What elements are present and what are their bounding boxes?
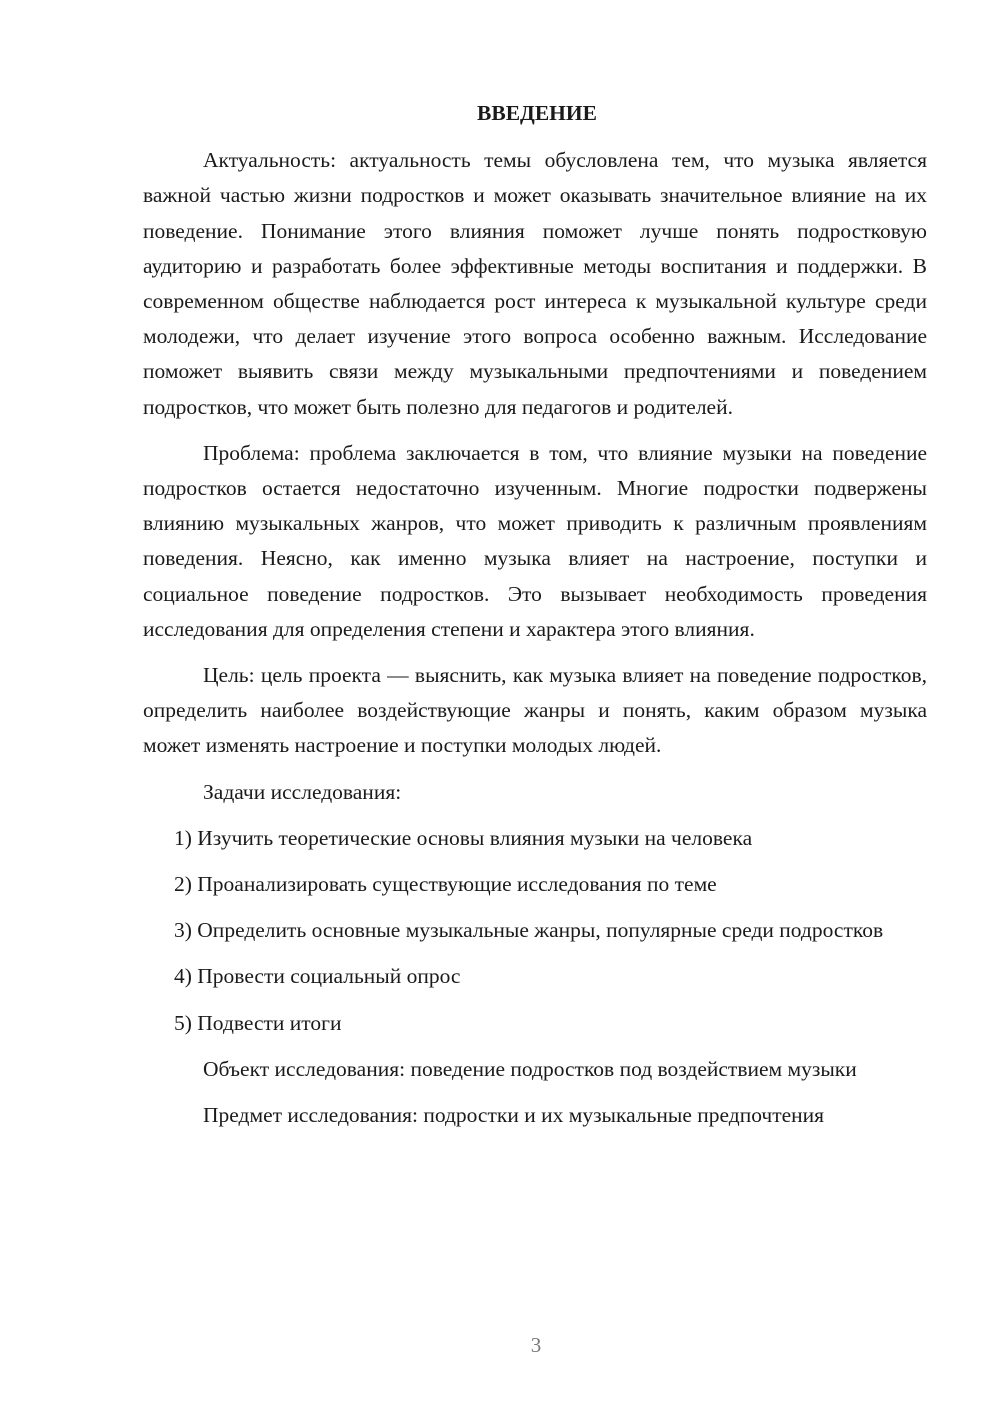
task-item: 5) Подвести итоги	[174, 1010, 342, 1035]
relevance-paragraph: Актуальность: актуальность темы обусловлена тем, что музыка является важной частью жизни подростков и может оказывать значительное влияние на их поведение. Понимание этого влияния поможет лучше понять подростковую аудиторию и разработать более эффективные методы воспитания и поддержки. В современном обществе наблюдается рост интереса к музыкальной культуре среди молодежи, что делает изучение этого вопроса особенно важным. Исследование поможет выявить связи между музыкальными предпочтениями и поведением подростков, что может быть полезно для педагогов и родителей.	[143, 148, 927, 419]
tasks-heading: Задачи исследования:	[203, 779, 402, 804]
task-item: 1) Изучить теоретические основы влияния музыки на человека	[174, 825, 753, 850]
page-number: 3	[530, 1333, 542, 1357]
object-paragraph: Объект исследования: поведение подростков под воздействием музыки	[203, 1056, 857, 1081]
task-item: 3) Определить основные музыкальные жанры, популярные среди подростков	[174, 918, 884, 943]
subject-paragraph: Предмет исследования: подростки и их музыкальные предпочтения	[203, 1103, 825, 1128]
problem-paragraph: Проблема: проблема заключается в том, что влияние музыки на поведение подростков остается недостаточно изученным. Многие подростки подвержены влиянию музыкальных жанров, что может приводить к различным проявлениям поведения. Неясно, как именно музыка влияет на настроение, поступки и социальное поведение подростков. Это вызывает необходимость проведения исследования для определения степени и характера этого влияния.	[143, 440, 927, 641]
task-item: 4) Провести социальный опрос	[174, 964, 461, 989]
task-item: 2) Проанализировать существующие исследования по теме	[174, 872, 717, 897]
section-title: ВВЕДЕНИЕ	[477, 101, 597, 125]
goal-paragraph: Цель: цель проекта — выяснить, как музыка влияет на поведение подростков, определить наиболее воздействующие жанры и понять, каким образом музыка может изменять настроение и поступки молодых людей.	[143, 663, 927, 758]
document-page	[143, 96, 927, 1144]
